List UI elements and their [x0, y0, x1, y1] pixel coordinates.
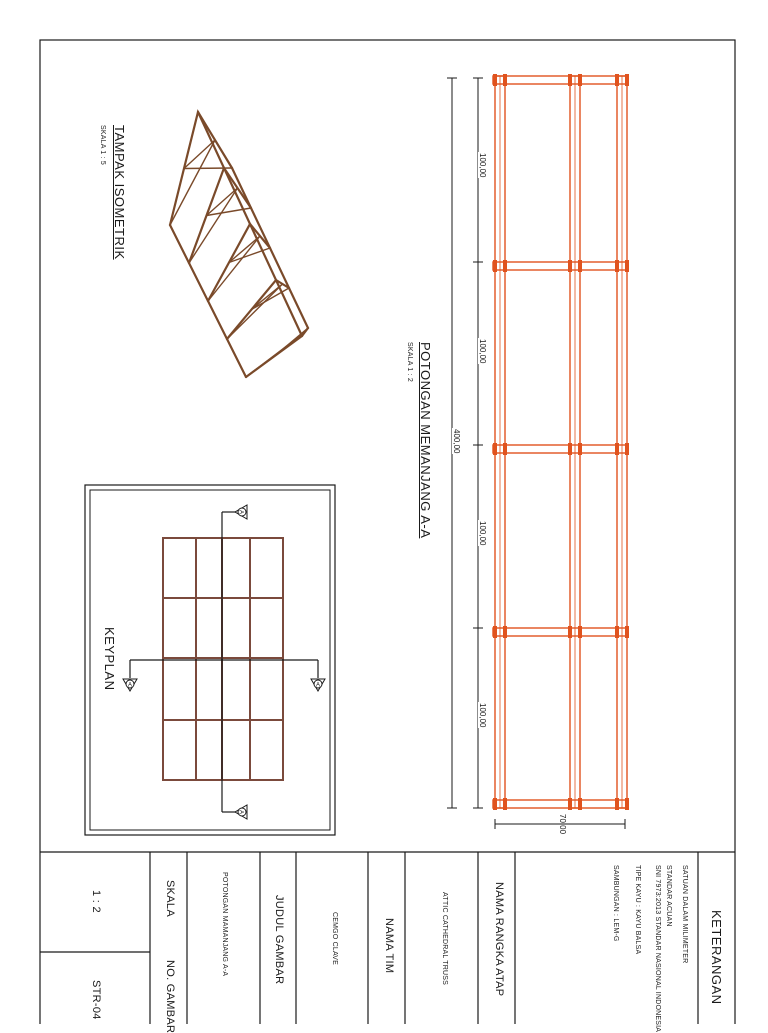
joint-block — [578, 626, 582, 638]
keterangan-item: SNI 7973:2013 STANDAR NASIONAL INDONESIA — [654, 865, 661, 1033]
dimension-part-1: 100,00 — [478, 153, 487, 178]
keterangan-title: KETERANGAN — [709, 910, 724, 1005]
skala-value: 1 : 2 — [90, 890, 102, 913]
no-gambar-value: STR-04 — [90, 980, 102, 1020]
joint-block — [625, 626, 629, 638]
truss-web — [252, 288, 290, 310]
joint-block — [625, 443, 629, 455]
keterangan-item: SATUAN DALAM MILIMETER — [681, 865, 688, 964]
section-marker — [235, 805, 247, 819]
joint-block — [578, 798, 582, 810]
section-scale: SKALA 1 : 2 — [406, 342, 413, 382]
section-marker-label: A — [315, 682, 321, 689]
section-marker-label: A — [237, 509, 244, 515]
nama-tim-value: CEMGO CLAVE — [331, 912, 338, 966]
dimension-total: 400,00 — [452, 429, 461, 454]
skala-label: SKALA — [164, 880, 176, 917]
isometric-scale: SKALA 1 : 5 — [99, 125, 106, 165]
nama-tim-label: NAMA TIM — [383, 918, 395, 974]
sheet-frame — [40, 40, 735, 1024]
joint-block — [503, 260, 507, 272]
dimension-part-3: 100,00 — [478, 521, 487, 546]
joint-block — [568, 260, 572, 272]
keterangan-item: SAMBUNGAN : LEM-G — [612, 865, 619, 942]
section-marker-label: A — [127, 682, 133, 689]
joint-block — [493, 443, 497, 455]
joint-block — [493, 74, 497, 86]
keyplan-title: KEYPLAN — [102, 627, 117, 691]
nama-rangka-value: ATTIC CATHEDRAL TRUSS — [441, 892, 448, 986]
isometric-purlin — [232, 168, 308, 328]
joint-block — [615, 798, 619, 810]
nama-rangka-label: NAMA RANGKA ATAP — [493, 882, 505, 997]
joint-block — [625, 798, 629, 810]
joint-block — [578, 74, 582, 86]
truss-web — [208, 236, 260, 301]
isometric-purlin — [170, 225, 246, 377]
joint-block — [578, 443, 582, 455]
truss-collar — [229, 236, 260, 263]
section-marker-label: A — [237, 809, 244, 815]
joint-block — [493, 798, 497, 810]
joint-block — [615, 260, 619, 272]
judul-gambar-label: JUDUL GAMBAR — [273, 895, 285, 985]
dimension-width: 70,00 — [558, 814, 567, 835]
no-gambar-label: NO. GAMBAR — [164, 960, 176, 1033]
dimension-part-2: 100,00 — [478, 339, 487, 364]
longitudinal-section — [493, 74, 629, 810]
truss-web — [227, 284, 283, 339]
purlin — [493, 76, 628, 84]
section-marker — [235, 505, 247, 519]
section-marker — [123, 679, 137, 691]
keyplan-view — [85, 485, 335, 835]
purlin — [493, 628, 628, 636]
joint-block — [578, 260, 582, 272]
dimension-part-4: 100,00 — [478, 703, 487, 728]
truss-web — [274, 328, 308, 357]
purlin — [493, 800, 628, 808]
joint-block — [568, 443, 572, 455]
joint-block — [615, 626, 619, 638]
joint-block — [503, 443, 507, 455]
purlin — [493, 262, 628, 270]
joint-block — [568, 626, 572, 638]
section-title: POTONGAN MEMANJANG A-A — [418, 342, 433, 539]
joint-block — [503, 74, 507, 86]
joint-block — [625, 260, 629, 272]
joint-block — [615, 443, 619, 455]
joint-block — [503, 626, 507, 638]
joint-block — [568, 798, 572, 810]
judul-gambar-value: POTONGAN MAMANJANG A-A — [221, 872, 228, 977]
section-marker — [311, 679, 325, 691]
joint-block — [493, 626, 497, 638]
joint-block — [568, 74, 572, 86]
isometric-title: TAMPAK ISOMETRIK — [112, 125, 127, 260]
joint-block — [493, 260, 497, 272]
keterangan-item: STANDAR ACUAN — [665, 865, 672, 927]
isometric-view — [170, 112, 308, 377]
keterangan-item: TIPE KAYU : KAYU BALSA — [634, 865, 641, 955]
joint-block — [615, 74, 619, 86]
joint-block — [625, 74, 629, 86]
purlin — [493, 445, 628, 453]
joint-block — [503, 798, 507, 810]
